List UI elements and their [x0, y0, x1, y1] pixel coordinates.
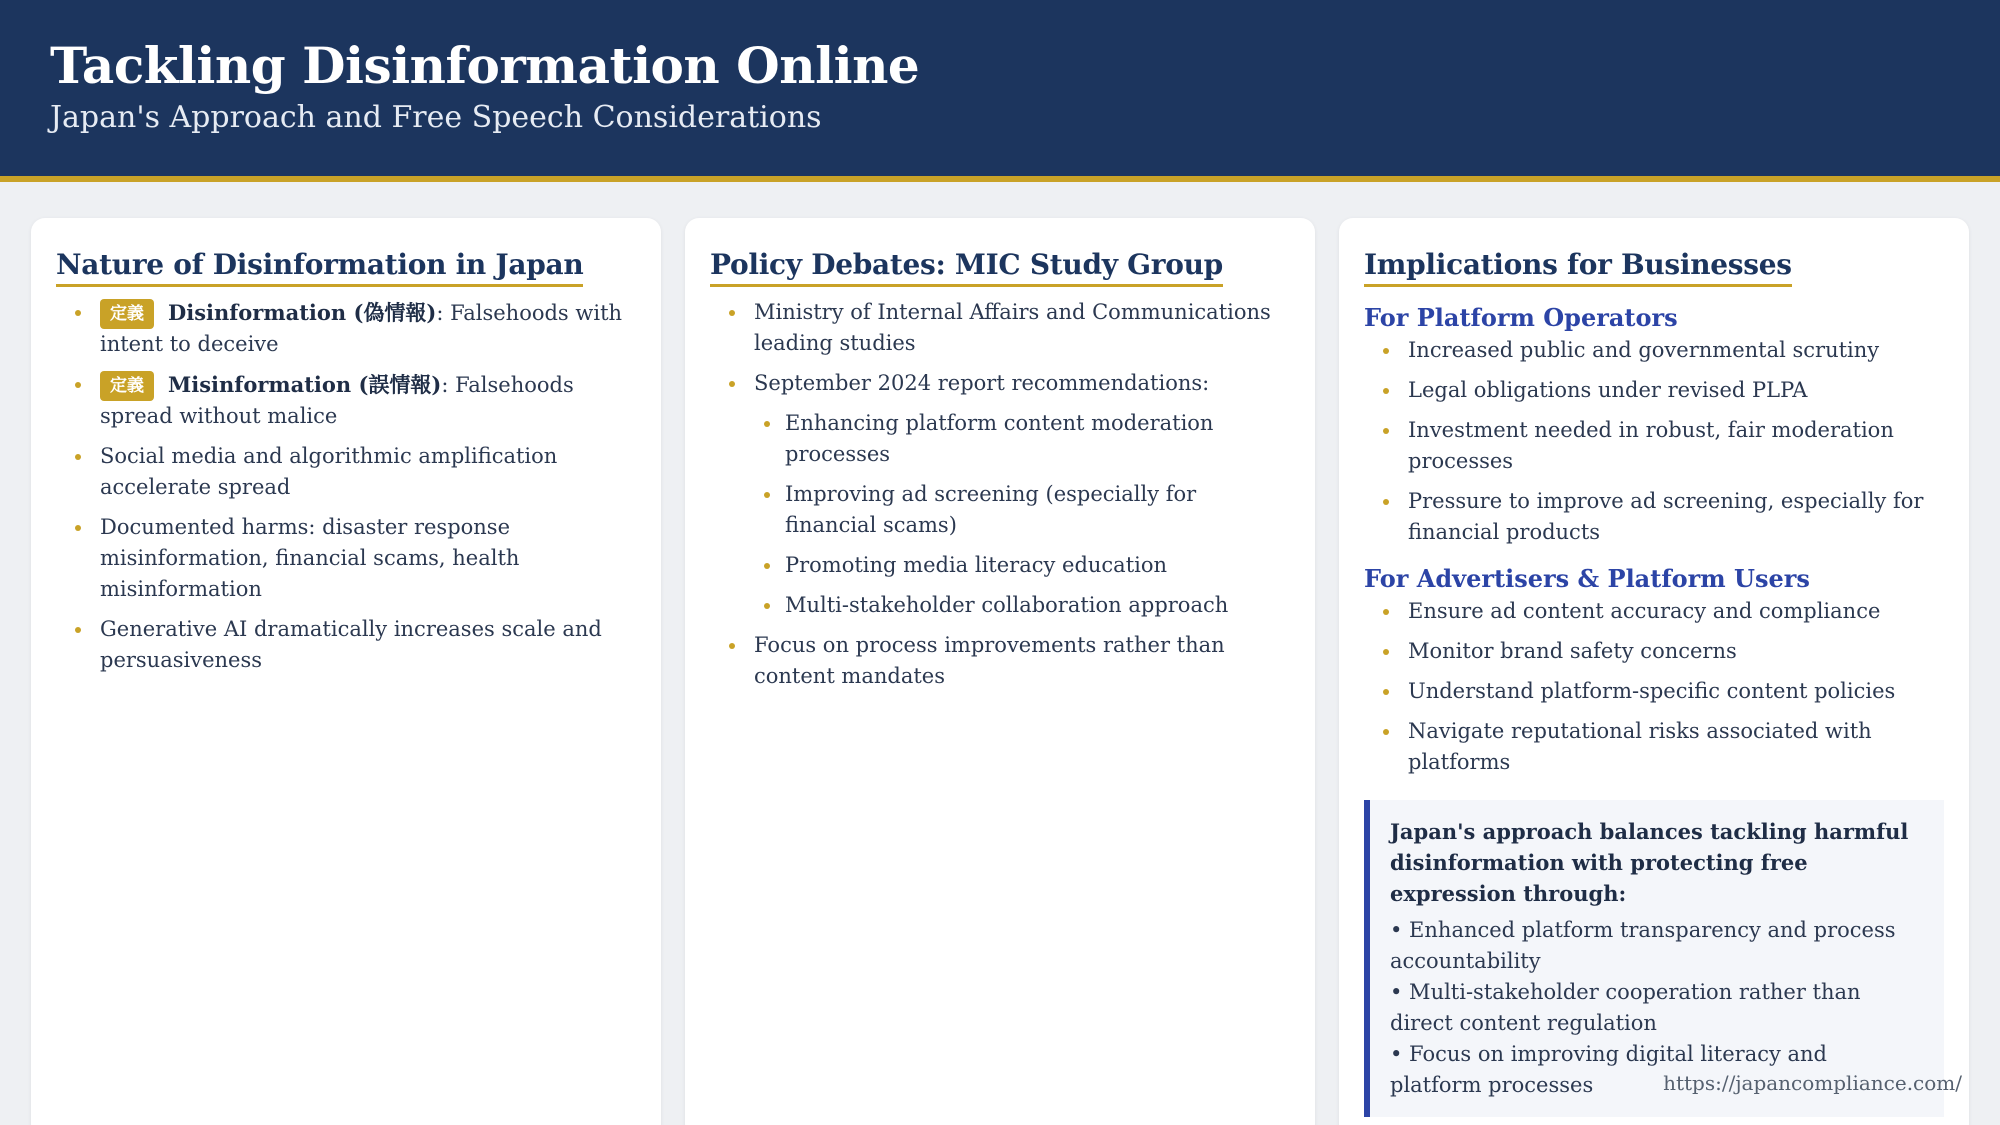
platform-operators-list	[1364, 335, 1944, 548]
callout-point: • Multi-stakeholder cooperation rather than direct content regulation	[1390, 980, 1861, 1035]
list-item	[56, 369, 636, 432]
list-item: Documented harms: disaster response misinformation, financial scams, health misinformation	[56, 512, 636, 605]
list-item: Investment needed in robust, fair moderation processes	[1364, 415, 1944, 477]
list-item: Social media and algorithmic amplification accelerate spread	[56, 441, 636, 503]
panel-title: Policy Debates: MIC Study Group	[710, 248, 1223, 287]
sub-list-item: Enhancing platform content moderation processes	[754, 408, 1290, 470]
term: Disinformation (偽情報)	[168, 300, 437, 325]
sub-list-item: Multi-stakeholder collaboration approach	[754, 590, 1290, 621]
definition-badge: 定義	[100, 299, 154, 329]
panel-title: Nature of Disinformation in Japan	[56, 248, 583, 287]
section-title-advertisers: For Advertisers & Platform Users	[1364, 564, 1810, 593]
sub-list-item: Promoting media literacy education	[754, 550, 1290, 581]
list-item: Ministry of Internal Affairs and Communications leading studies	[710, 297, 1290, 359]
panel-title: Implications for Businesses	[1364, 248, 1792, 287]
section-title-platform-operators: For Platform Operators	[1364, 303, 1678, 332]
list-item: Increased public and governmental scrutiny	[1364, 335, 1944, 366]
definition-text: : Falsehoods spread without malice	[100, 373, 574, 428]
list-item-text: September 2024 report recommendations:	[754, 371, 1210, 395]
list-item: Understand platform-specific content policies	[1364, 676, 1944, 707]
callout-point: • Enhanced platform transparency and process accountability	[1390, 918, 1896, 973]
list-item: Monitor brand safety concerns	[1364, 636, 1944, 667]
advertisers-list	[1364, 596, 1944, 778]
definition-badge: 定義	[100, 371, 154, 401]
page-subtitle: Japan's Approach and Free Speech Considerations	[50, 100, 822, 135]
list-item: Legal obligations under revised PLPA	[1364, 375, 1944, 406]
callout-point: • Focus on improving digital literacy and platform processes	[1390, 1042, 1828, 1097]
policy-list	[710, 297, 1290, 692]
list-item: Pressure to improve ad screening, especially for financial products	[1364, 486, 1944, 548]
recommendations-list	[754, 408, 1290, 621]
callout-lead: Japan's approach balances tackling harmful disinformation with protecting free expression through:	[1390, 819, 1909, 906]
summary-callout	[1364, 800, 1944, 1117]
source-url: https://japancompliance.com/	[1663, 1071, 1962, 1095]
disinformation-list	[56, 297, 636, 676]
sub-list-item: Improving ad screening (especially for financial scams)	[754, 479, 1290, 541]
list-item: Generative AI dramatically increases scale and persuasiveness	[56, 614, 636, 676]
term: Misinformation (誤情報)	[168, 372, 442, 397]
panel-nature-of-disinformation	[31, 218, 661, 1125]
list-item: Navigate reputational risks associated with platforms	[1364, 716, 1944, 778]
header-banner	[0, 0, 2000, 182]
panel-implications	[1339, 218, 1969, 1125]
panel-policy-debates	[685, 218, 1315, 1125]
list-item	[710, 368, 1290, 621]
list-item: Focus on process improvements rather than content mandates	[710, 630, 1290, 692]
list-item: Ensure ad content accuracy and compliance	[1364, 596, 1944, 627]
definition-text: : Falsehoods with intent to deceive	[100, 301, 623, 356]
page-title: Tackling Disinformation Online	[50, 36, 920, 95]
list-item	[56, 297, 636, 360]
